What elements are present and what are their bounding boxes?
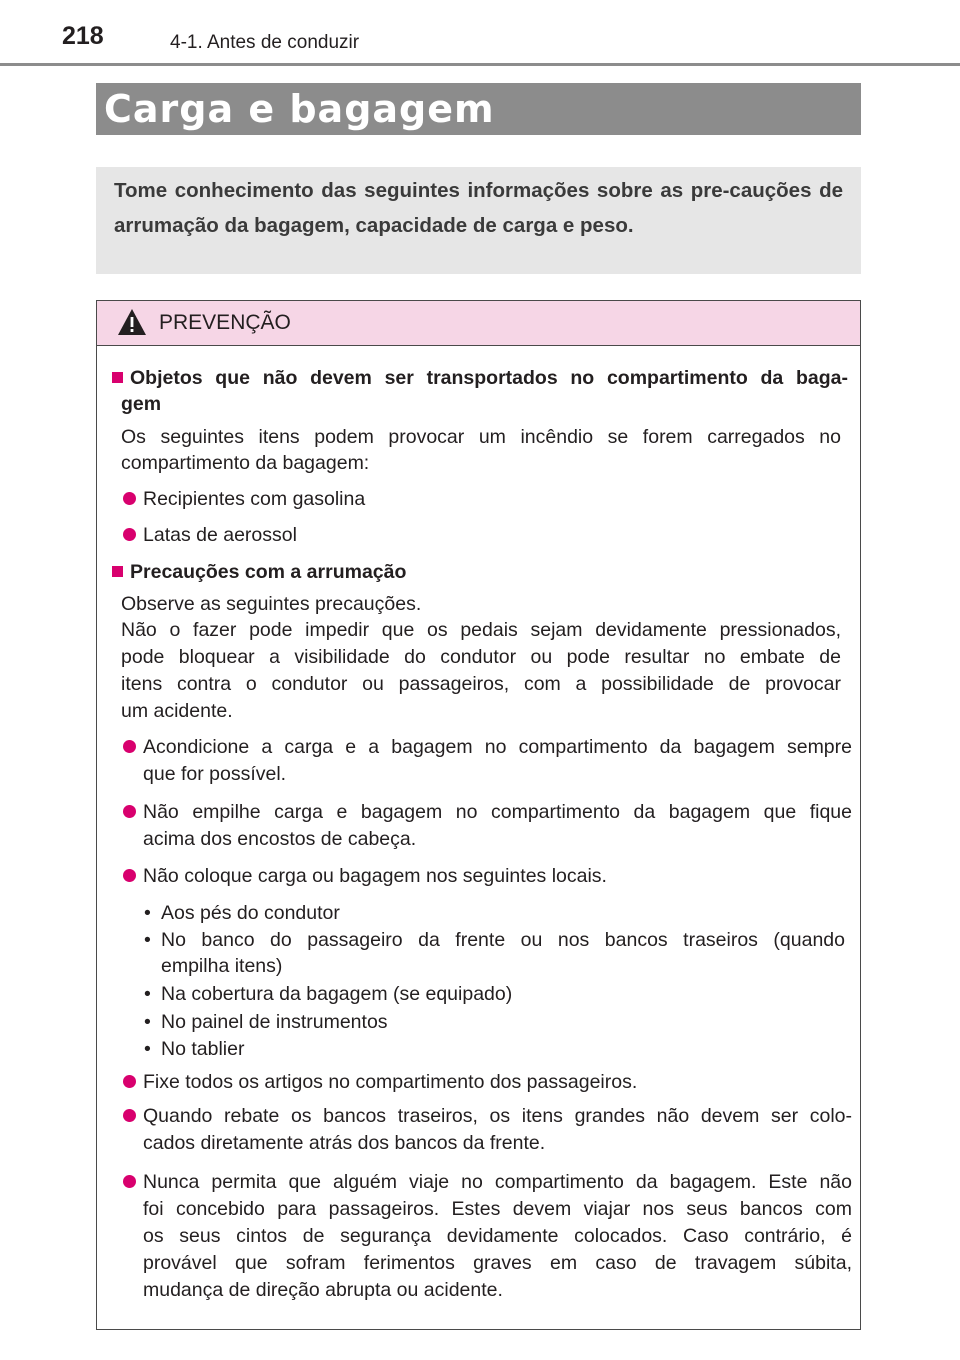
bullet-dot-icon xyxy=(123,740,136,753)
list-item: os seus cintos de segurança devidamente colocados. Caso contrário, é xyxy=(143,1225,852,1247)
caution-box xyxy=(96,300,861,1330)
sub-list-item: No painel de instrumentos xyxy=(161,1011,388,1033)
paragraph-line: Os seguintes itens podem provocar um incêndio se forem carregados no xyxy=(121,426,841,448)
list-item: Recipientes com gasolina xyxy=(143,488,366,510)
sub-list-item: Na cobertura da bagagem (se equipado) xyxy=(161,983,513,1005)
page-title: Carga e bagagem xyxy=(104,87,495,131)
paragraph-line: pode bloquear a visibilidade do condutor ou pode resultar no embate de xyxy=(121,646,841,668)
bullet-dot-icon xyxy=(123,1175,136,1188)
sub-bullet-icon: • xyxy=(144,902,151,924)
list-item: Não empilhe carga e bagagem no compartimento da bagagem que fique xyxy=(143,801,852,823)
list-item: foi concebido para passageiros. Estes devem viajar nos seus bancos com xyxy=(143,1198,852,1220)
sub-bullet-icon: • xyxy=(144,983,151,1005)
caution-header xyxy=(97,301,860,346)
bullet-dot-icon xyxy=(123,869,136,882)
list-item: Quando rebate os bancos traseiros, os itens grandes não devem ser colo- xyxy=(143,1105,852,1127)
paragraph-line: um acidente. xyxy=(121,700,233,722)
intro-box xyxy=(96,167,861,274)
list-item: cados diretamente atrás dos bancos da frente. xyxy=(143,1132,546,1154)
paragraph-line: itens contra o condutor ou passageiros, com a possibilidade de provocar xyxy=(121,673,841,695)
list-item: Não coloque carga ou bagagem nos seguintes locais. xyxy=(143,865,607,887)
paragraph-line: Observe as seguintes precauções. xyxy=(121,593,422,615)
sub-bullet-icon: • xyxy=(144,1038,151,1060)
list-item: mudança de direção abrupta ou acidente. xyxy=(143,1279,503,1301)
section-heading: gem xyxy=(121,393,162,415)
list-item: Nunca permita que alguém viaje no compartimento da bagagem. Este não xyxy=(143,1171,852,1193)
intro-text: Tome conhecimento das seguintes informações sobre as pre-cauções de arrumação da bagagem, capacidade de carga e peso. xyxy=(114,179,843,237)
bullet-dot-icon xyxy=(123,1075,136,1088)
section-heading: Precauções com a arrumação xyxy=(130,561,407,583)
list-item: que for possível. xyxy=(143,763,287,785)
section-heading: Objetos que não devem ser transportados no compartimento da baga- xyxy=(130,367,848,389)
sub-list-item: No tablier xyxy=(161,1038,245,1060)
bullet-dot-icon xyxy=(123,492,136,505)
header-rule xyxy=(0,63,960,66)
bullet-dot-icon xyxy=(123,528,136,541)
sub-bullet-icon: • xyxy=(144,929,151,951)
title-bar xyxy=(96,83,861,135)
list-item: Fixe todos os artigos no compartimento dos passageiros. xyxy=(143,1071,638,1093)
sub-list-item: No banco do passageiro da frente ou nos bancos traseiros (quando xyxy=(161,929,845,951)
paragraph-line: Não o fazer pode impedir que os pedais sejam devidamente pressionados, xyxy=(121,619,841,641)
list-item: provável que sofram ferimentos graves em caso de travagem súbita, xyxy=(143,1252,852,1274)
list-item: Acondicione a carga e a bagagem no compartimento da bagagem sempre xyxy=(143,736,852,758)
sub-list-item: Aos pés do condutor xyxy=(161,902,340,924)
page-number: 218 xyxy=(62,22,104,50)
caution-title: PREVENÇÃO xyxy=(159,311,291,334)
bullet-dot-icon xyxy=(123,805,136,818)
bullet-dot-icon xyxy=(123,1109,136,1122)
sub-bullet-icon: • xyxy=(144,1011,151,1033)
section-path: 4-1. Antes de conduzir xyxy=(170,32,360,53)
section-marker-icon xyxy=(112,566,123,577)
sub-list-item: empilha itens) xyxy=(161,955,283,977)
list-item: acima dos encostos de cabeça. xyxy=(143,828,417,850)
warning-icon xyxy=(117,308,147,336)
list-item: Latas de aerossol xyxy=(143,524,297,546)
section-marker-icon xyxy=(112,372,123,383)
paragraph-line: compartimento da bagagem: xyxy=(121,452,370,474)
